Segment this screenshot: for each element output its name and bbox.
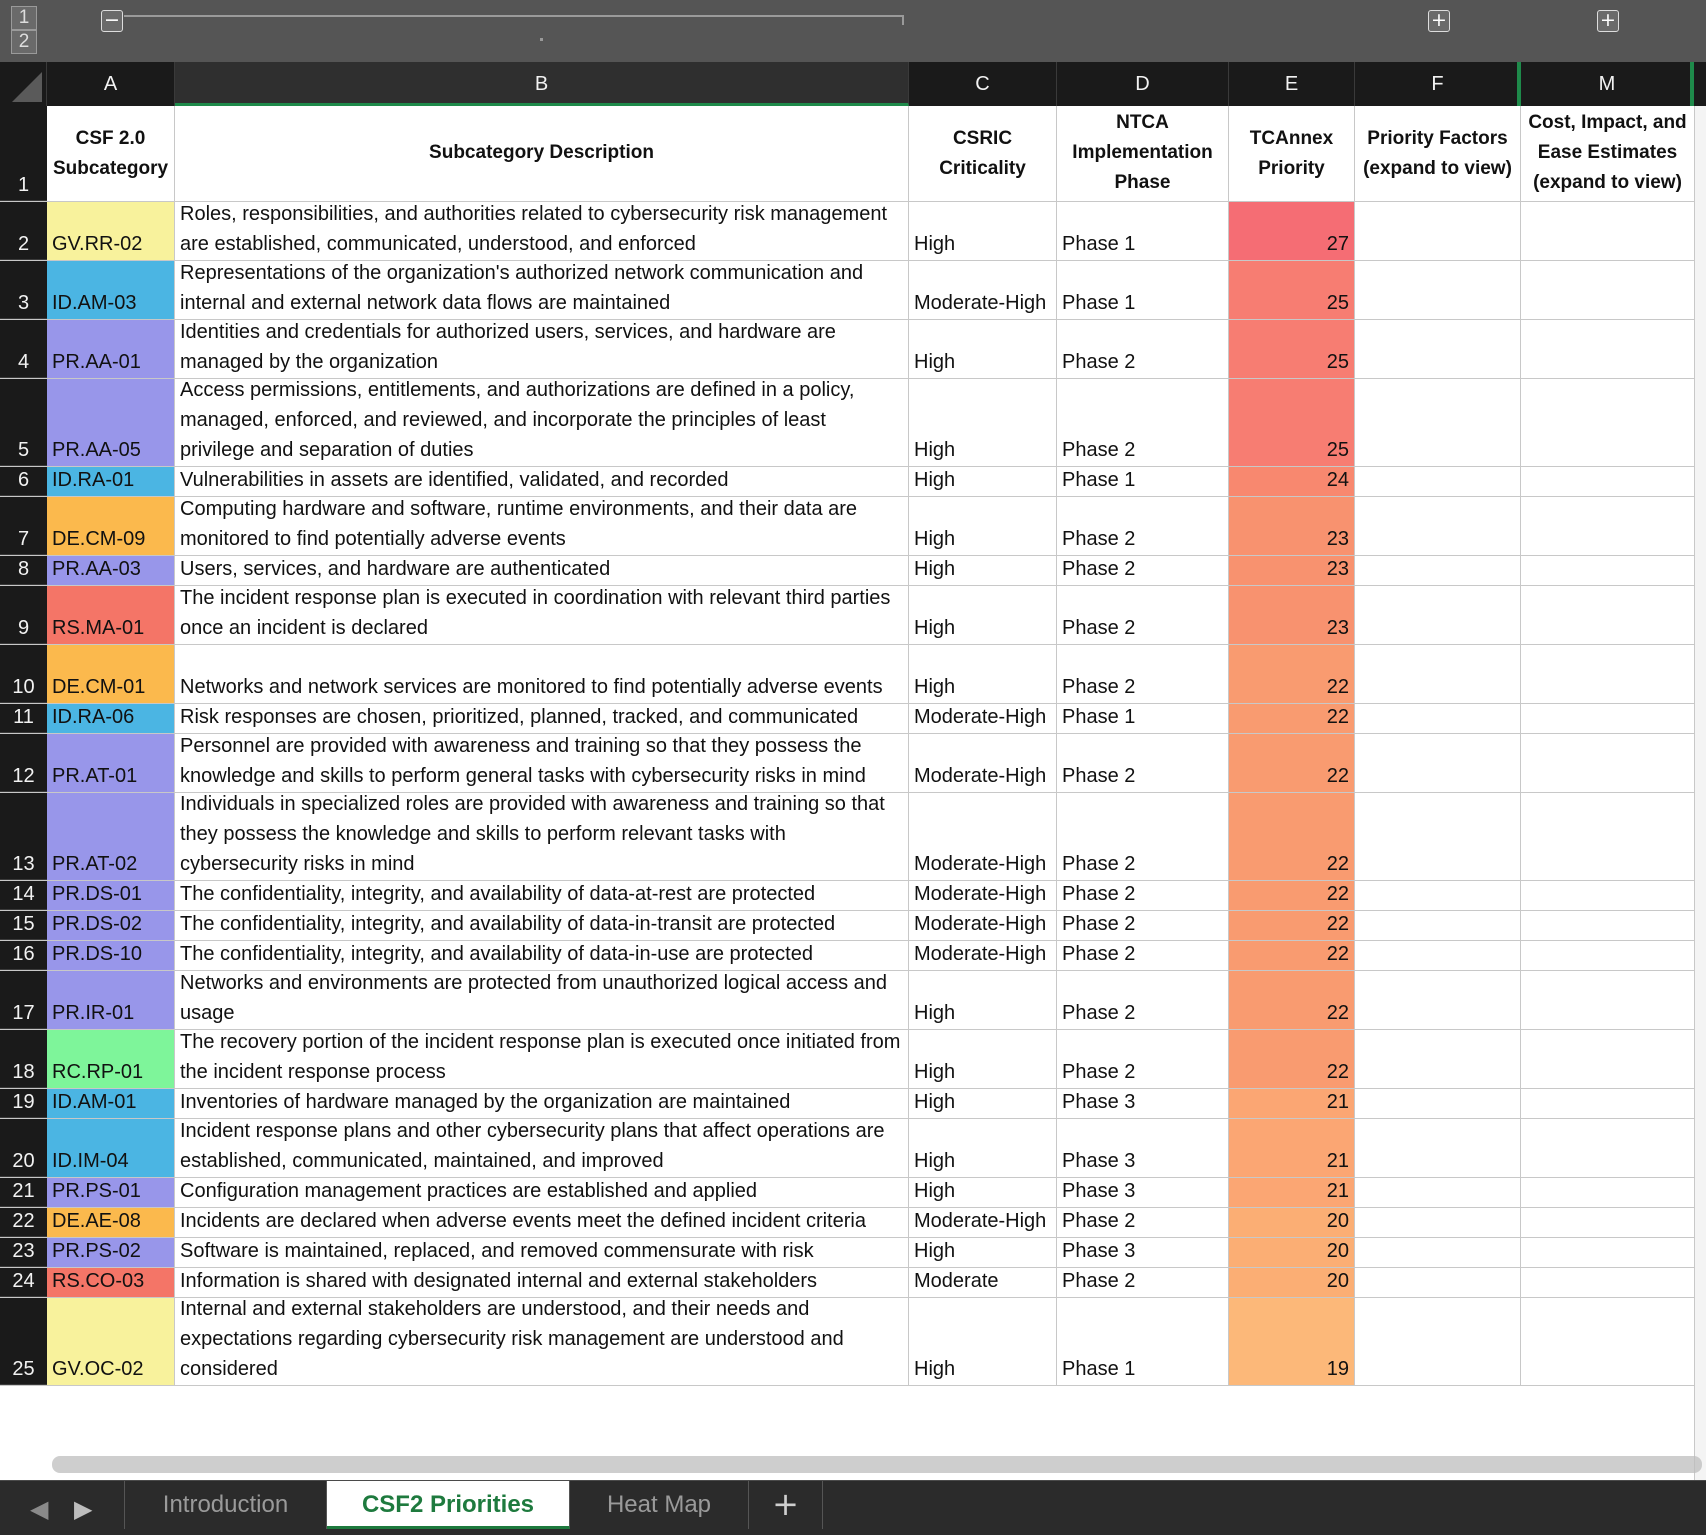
outline-level-2-button[interactable]: 2 <box>11 30 37 54</box>
phase-cell[interactable]: Phase 1 <box>1057 202 1229 260</box>
estimates-cell[interactable] <box>1521 1238 1694 1267</box>
table-row <box>0 1268 1706 1298</box>
table-row <box>0 645 1706 704</box>
header-description[interactable]: Subcategory Description <box>175 106 909 201</box>
priority-cell[interactable]: 20 <box>1229 1238 1355 1267</box>
previous-sheet-icon[interactable]: ◀ <box>30 1495 49 1523</box>
description-cell[interactable]: Users, services, and hardware are authenticated <box>175 556 909 585</box>
priority-cell[interactable]: 21 <box>1229 1178 1355 1207</box>
subcategory-cell[interactable]: GV.RR-02 <box>47 202 175 260</box>
column-header-bar <box>0 62 1706 106</box>
subcategory-cell[interactable]: PR.PS-01 <box>47 1178 175 1207</box>
phase-cell[interactable]: Phase 2 <box>1057 320 1229 378</box>
table-row <box>0 320 1706 379</box>
criticality-cell[interactable]: Moderate-High <box>909 911 1057 940</box>
priority-factors-cell[interactable] <box>1355 1268 1521 1297</box>
estimates-cell[interactable] <box>1521 881 1694 910</box>
table-row <box>0 1208 1706 1238</box>
table-row <box>0 1030 1706 1089</box>
row-number[interactable]: 1 <box>0 106 47 201</box>
phase-cell[interactable]: Phase 2 <box>1057 734 1229 792</box>
description-cell[interactable]: Vulnerabilities in assets are identified, validated, and recorded <box>175 467 909 496</box>
criticality-cell[interactable]: High <box>909 467 1057 496</box>
row-number[interactable]: 8 <box>0 556 47 585</box>
criticality-cell[interactable]: Moderate-High <box>909 793 1057 880</box>
priority-cell[interactable]: 23 <box>1229 497 1355 555</box>
criticality-cell[interactable]: High <box>909 320 1057 378</box>
column-header-b[interactable]: B <box>175 62 909 106</box>
criticality-cell[interactable]: Moderate-High <box>909 941 1057 970</box>
estimates-cell[interactable] <box>1521 379 1694 466</box>
row-number[interactable]: 9 <box>0 586 47 644</box>
criticality-cell[interactable]: High <box>909 586 1057 644</box>
priority-cell[interactable]: 22 <box>1229 971 1355 1029</box>
priority-factors-cell[interactable] <box>1355 793 1521 880</box>
priority-cell[interactable]: 25 <box>1229 379 1355 466</box>
row-number[interactable]: 14 <box>0 881 47 910</box>
description-cell[interactable]: The incident response plan is executed in coordination with relevant third parties once an incident is declared <box>175 586 909 644</box>
phase-cell[interactable]: Phase 2 <box>1057 971 1229 1029</box>
description-cell[interactable]: Access permissions, entitlements, and authorizations are defined in a policy, managed, enforced, and reviewed, and incorporate the principles of least privilege and separation of duties <box>175 379 909 466</box>
priority-cell[interactable]: 27 <box>1229 202 1355 260</box>
row-number[interactable]: 18 <box>0 1030 47 1088</box>
description-cell[interactable]: Individuals in specialized roles are provided with awareness and training so that they possess the knowledge and skills to perform relevant tasks with cybersecurity risks in mind <box>175 793 909 880</box>
subcategory-cell[interactable]: DE.CM-01 <box>47 645 175 703</box>
priority-cell[interactable]: 24 <box>1229 467 1355 496</box>
phase-cell[interactable]: Phase 1 <box>1057 467 1229 496</box>
table-row <box>0 971 1706 1030</box>
description-cell[interactable]: Information is shared with designated internal and external stakeholders <box>175 1268 909 1297</box>
priority-factors-cell[interactable] <box>1355 1178 1521 1207</box>
outline-group-line-end <box>902 15 904 25</box>
phase-cell[interactable]: Phase 2 <box>1057 941 1229 970</box>
criticality-cell[interactable]: High <box>909 1178 1057 1207</box>
criticality-cell[interactable]: Moderate-High <box>909 1208 1057 1237</box>
estimates-cell[interactable] <box>1521 1119 1694 1177</box>
hidden-columns-marker <box>1517 62 1521 106</box>
priority-factors-cell[interactable] <box>1355 202 1521 260</box>
priority-cell[interactable]: 20 <box>1229 1208 1355 1237</box>
phase-cell[interactable]: Phase 2 <box>1057 911 1229 940</box>
priority-cell[interactable]: 22 <box>1229 734 1355 792</box>
row-number[interactable]: 24 <box>0 1268 47 1297</box>
grid-right-edge <box>1694 106 1706 1480</box>
estimates-cell[interactable] <box>1521 1030 1694 1088</box>
subcategory-cell[interactable]: RS.CO-03 <box>47 1268 175 1297</box>
subcategory-cell[interactable]: GV.OC-02 <box>47 1298 175 1385</box>
table-row <box>0 586 1706 645</box>
estimates-cell[interactable] <box>1521 645 1694 703</box>
subcategory-cell[interactable]: PR.AA-03 <box>47 556 175 585</box>
row-number[interactable]: 11 <box>0 704 47 733</box>
outline-group-line <box>124 15 904 17</box>
subcategory-cell[interactable]: PR.PS-02 <box>47 1238 175 1267</box>
row-number[interactable]: 22 <box>0 1208 47 1237</box>
priority-cell[interactable]: 25 <box>1229 320 1355 378</box>
priority-cell[interactable]: 19 <box>1229 1298 1355 1385</box>
description-cell[interactable]: The confidentiality, integrity, and availability of data-at-rest are protected <box>175 881 909 910</box>
estimates-cell[interactable] <box>1521 1089 1694 1118</box>
description-cell[interactable]: Incidents are declared when adverse events meet the defined incident criteria <box>175 1208 909 1237</box>
subcategory-cell[interactable]: PR.AA-01 <box>47 320 175 378</box>
criticality-cell[interactable]: High <box>909 1298 1057 1385</box>
header-row <box>0 106 1706 202</box>
subcategory-cell[interactable]: ID.AM-01 <box>47 1089 175 1118</box>
description-cell[interactable]: Networks and environments are protected from unauthorized logical access and usage <box>175 971 909 1029</box>
description-cell[interactable]: Computing hardware and software, runtime environments, and their data are monitored to find potentially adverse events <box>175 497 909 555</box>
tab-csf2-priorities[interactable]: CSF2 Priorities <box>327 1481 570 1529</box>
table-row <box>0 1119 1706 1178</box>
phase-cell[interactable]: Phase 2 <box>1057 1268 1229 1297</box>
header-phase[interactable]: NTCA Implementation Phase <box>1057 106 1229 201</box>
priority-factors-cell[interactable] <box>1355 467 1521 496</box>
priority-cell[interactable]: 20 <box>1229 1268 1355 1297</box>
table-row <box>0 734 1706 793</box>
subcategory-cell[interactable]: PR.IR-01 <box>47 971 175 1029</box>
column-header-f[interactable]: F <box>1355 62 1521 106</box>
row-number[interactable]: 7 <box>0 497 47 555</box>
estimates-cell[interactable] <box>1521 202 1694 260</box>
subcategory-cell[interactable]: DE.CM-09 <box>47 497 175 555</box>
priority-factors-cell[interactable] <box>1355 971 1521 1029</box>
criticality-cell[interactable]: High <box>909 202 1057 260</box>
phase-cell[interactable]: Phase 3 <box>1057 1119 1229 1177</box>
subcategory-cell[interactable]: PR.DS-02 <box>47 911 175 940</box>
description-cell[interactable]: Networks and network services are monitored to find potentially adverse events <box>175 645 909 703</box>
priority-factors-cell[interactable] <box>1355 497 1521 555</box>
description-cell[interactable]: Inventories of hardware managed by the organization are maintained <box>175 1089 909 1118</box>
subcategory-cell[interactable]: ID.RA-01 <box>47 467 175 496</box>
priority-factors-cell[interactable] <box>1355 1089 1521 1118</box>
row-number[interactable]: 10 <box>0 645 47 703</box>
header-estimates[interactable]: Cost, Impact, and Ease Estimates (expand to view) <box>1528 112 1687 193</box>
estimates-cell[interactable] <box>1521 971 1694 1029</box>
add-sheet-button[interactable]: + <box>749 1481 823 1529</box>
estimates-cell[interactable] <box>1521 1178 1694 1207</box>
priority-factors-cell[interactable] <box>1355 556 1521 585</box>
description-cell[interactable]: The recovery portion of the incident response plan is executed once initiated from the incident response process <box>175 1030 909 1088</box>
row-number[interactable]: 12 <box>0 734 47 792</box>
table-row <box>0 704 1706 734</box>
phase-cell[interactable]: Phase 2 <box>1057 1030 1229 1088</box>
priority-factors-cell[interactable] <box>1355 586 1521 644</box>
subcategory-cell[interactable]: PR.AT-01 <box>47 734 175 792</box>
row-number[interactable]: 5 <box>0 379 47 466</box>
collapse-group-button[interactable]: − <box>101 10 123 32</box>
table-row <box>0 1298 1706 1386</box>
phase-cell[interactable]: Phase 2 <box>1057 881 1229 910</box>
criticality-cell[interactable]: High <box>909 497 1057 555</box>
description-cell[interactable]: Incident response plans and other cybersecurity plans that affect operations are established, communicated, maintained, and improved <box>175 1119 909 1177</box>
outline-level-1-button[interactable]: 1 <box>11 6 37 30</box>
header-subcategory[interactable]: CSF 2.0 Subcategory <box>47 106 175 201</box>
priority-factors-cell[interactable] <box>1355 734 1521 792</box>
priority-factors-cell[interactable] <box>1355 941 1521 970</box>
priority-cell[interactable]: 22 <box>1229 911 1355 940</box>
description-cell[interactable]: The confidentiality, integrity, and availability of data-in-use are protected <box>175 941 909 970</box>
description-cell[interactable]: Roles, responsibilities, and authorities related to cybersecurity risk management are established, communicated, understood, and enforced <box>175 202 909 260</box>
priority-cell[interactable]: 23 <box>1229 556 1355 585</box>
phase-cell[interactable]: Phase 1 <box>1057 1298 1229 1385</box>
column-header-d[interactable]: D <box>1057 62 1229 106</box>
phase-cell[interactable]: Phase 2 <box>1057 793 1229 880</box>
hidden-columns-marker-right <box>1690 62 1694 106</box>
phase-cell[interactable]: Phase 2 <box>1057 556 1229 585</box>
table-row <box>0 941 1706 971</box>
phase-cell[interactable]: Phase 1 <box>1057 261 1229 319</box>
criticality-cell[interactable]: Moderate-High <box>909 881 1057 910</box>
header-priority[interactable]: TCAnnex Priority <box>1229 106 1355 201</box>
description-cell[interactable]: Internal and external stakeholders are understood, and their needs and expectations regarding cybersecurity risk management are understood and considered <box>175 1298 909 1385</box>
priority-factors-cell[interactable] <box>1355 261 1521 319</box>
estimates-cell[interactable] <box>1521 586 1694 644</box>
priority-factors-cell[interactable] <box>1355 1030 1521 1088</box>
subcategory-cell[interactable]: PR.DS-01 <box>47 881 175 910</box>
row-number[interactable]: 15 <box>0 911 47 940</box>
outline-bar <box>0 0 1706 62</box>
row-number[interactable]: 16 <box>0 941 47 970</box>
priority-cell[interactable]: 21 <box>1229 1089 1355 1118</box>
phase-cell[interactable]: Phase 2 <box>1057 497 1229 555</box>
subcategory-cell[interactable]: ID.IM-04 <box>47 1119 175 1177</box>
expand-group-m-button[interactable]: + <box>1597 10 1619 32</box>
subcategory-cell[interactable]: RS.MA-01 <box>47 586 175 644</box>
estimates-cell[interactable] <box>1521 941 1694 970</box>
description-cell[interactable]: The confidentiality, integrity, and availability of data-in-transit are protected <box>175 911 909 940</box>
table-row <box>0 911 1706 941</box>
table-row <box>0 1178 1706 1208</box>
outline-dot <box>540 38 543 41</box>
description-cell[interactable]: Risk responses are chosen, prioritized, planned, tracked, and communicated <box>175 704 909 733</box>
description-cell[interactable]: Configuration management practices are established and applied <box>175 1178 909 1207</box>
sheet-tab-bar <box>0 1480 1706 1535</box>
table-row <box>0 556 1706 586</box>
criticality-cell[interactable]: High <box>909 1238 1057 1267</box>
phase-cell[interactable]: Phase 1 <box>1057 704 1229 733</box>
priority-factors-cell[interactable] <box>1355 881 1521 910</box>
description-cell[interactable]: Representations of the organization's authorized network communication and internal and external network data flows are maintained <box>175 261 909 319</box>
table-row <box>0 881 1706 911</box>
priority-factors-cell[interactable] <box>1355 911 1521 940</box>
phase-cell[interactable]: Phase 2 <box>1057 586 1229 644</box>
subcategory-cell[interactable]: RC.RP-01 <box>47 1030 175 1088</box>
criticality-cell[interactable]: Moderate <box>909 1268 1057 1297</box>
subcategory-cell[interactable]: PR.AA-05 <box>47 379 175 466</box>
priority-factors-cell[interactable] <box>1355 1238 1521 1267</box>
table-row <box>0 261 1706 320</box>
estimates-cell[interactable] <box>1521 704 1694 733</box>
priority-factors-cell[interactable] <box>1355 704 1521 733</box>
subcategory-cell[interactable]: ID.RA-06 <box>47 704 175 733</box>
row-number[interactable]: 13 <box>0 793 47 880</box>
table-row <box>0 1238 1706 1268</box>
criticality-cell[interactable]: Moderate-High <box>909 261 1057 319</box>
subcategory-cell[interactable]: DE.AE-08 <box>47 1208 175 1237</box>
row-number[interactable]: 3 <box>0 261 47 319</box>
table-row <box>0 497 1706 556</box>
row-number[interactable]: 21 <box>0 1178 47 1207</box>
description-cell[interactable]: Identities and credentials for authorized users, services, and hardware are managed by the organization <box>175 320 909 378</box>
subcategory-cell[interactable]: PR.AT-02 <box>47 793 175 880</box>
priority-factors-cell[interactable] <box>1355 1119 1521 1177</box>
table-row <box>0 379 1706 467</box>
row-number[interactable]: 25 <box>0 1298 47 1385</box>
criticality-cell[interactable]: High <box>909 379 1057 466</box>
column-header-m[interactable]: M <box>1521 62 1694 106</box>
criticality-cell[interactable]: Moderate-High <box>909 734 1057 792</box>
estimates-cell[interactable] <box>1521 1268 1694 1297</box>
row-number[interactable]: 20 <box>0 1119 47 1177</box>
horizontal-scrollbar[interactable] <box>52 1456 1702 1473</box>
priority-cell[interactable]: 22 <box>1229 941 1355 970</box>
phase-cell[interactable]: Phase 2 <box>1057 379 1229 466</box>
criticality-cell[interactable]: High <box>909 1119 1057 1177</box>
row-number[interactable]: 2 <box>0 202 47 260</box>
criticality-cell[interactable]: High <box>909 1030 1057 1088</box>
description-cell[interactable]: Personnel are provided with awareness and training so that they possess the knowledge and skills to perform general tasks with cybersecurity risks in mind <box>175 734 909 792</box>
table-row <box>0 1089 1706 1119</box>
row-number[interactable]: 19 <box>0 1089 47 1118</box>
priority-cell[interactable]: 22 <box>1229 704 1355 733</box>
description-cell[interactable]: Software is maintained, replaced, and removed commensurate with risk <box>175 1238 909 1267</box>
next-sheet-icon[interactable]: ▶ <box>74 1495 93 1523</box>
column-header-c[interactable]: C <box>909 62 1057 106</box>
priority-cell[interactable]: 22 <box>1229 793 1355 880</box>
criticality-cell[interactable]: High <box>909 556 1057 585</box>
phase-cell[interactable]: Phase 2 <box>1057 1208 1229 1237</box>
table-row <box>0 202 1706 261</box>
expand-group-f-button[interactable]: + <box>1428 10 1450 32</box>
estimates-cell[interactable] <box>1521 261 1694 319</box>
column-header-e[interactable]: E <box>1229 62 1355 106</box>
priority-cell[interactable]: 23 <box>1229 586 1355 644</box>
estimates-cell[interactable] <box>1521 320 1694 378</box>
phase-cell[interactable]: Phase 3 <box>1057 1089 1229 1118</box>
priority-cell[interactable]: 22 <box>1229 1030 1355 1088</box>
row-number[interactable]: 17 <box>0 971 47 1029</box>
estimates-cell[interactable] <box>1521 556 1694 585</box>
row-number[interactable]: 4 <box>0 320 47 378</box>
estimates-cell[interactable] <box>1521 911 1694 940</box>
estimates-cell[interactable] <box>1521 467 1694 496</box>
priority-cell[interactable]: 22 <box>1229 645 1355 703</box>
criticality-cell[interactable]: Moderate-High <box>909 704 1057 733</box>
select-all-triangle-icon <box>12 72 42 102</box>
table-row <box>0 467 1706 497</box>
priority-cell[interactable]: 21 <box>1229 1119 1355 1177</box>
estimates-cell[interactable] <box>1521 497 1694 555</box>
criticality-cell[interactable]: High <box>909 1089 1057 1118</box>
row-number[interactable]: 23 <box>0 1238 47 1267</box>
priority-cell[interactable]: 25 <box>1229 261 1355 319</box>
priority-factors-cell[interactable] <box>1355 1208 1521 1237</box>
header-priority-factors[interactable]: Priority Factors (expand to view) <box>1355 106 1521 201</box>
phase-cell[interactable]: Phase 2 <box>1057 645 1229 703</box>
table-row <box>0 793 1706 881</box>
estimates-cell[interactable] <box>1521 734 1694 792</box>
phase-cell[interactable]: Phase 3 <box>1057 1178 1229 1207</box>
priority-factors-cell[interactable] <box>1355 1298 1521 1385</box>
column-header-a[interactable]: A <box>47 62 175 106</box>
priority-factors-cell[interactable] <box>1355 320 1521 378</box>
phase-cell[interactable]: Phase 3 <box>1057 1238 1229 1267</box>
row-number[interactable]: 6 <box>0 467 47 496</box>
priority-factors-cell[interactable] <box>1355 379 1521 466</box>
subcategory-cell[interactable]: ID.AM-03 <box>47 261 175 319</box>
estimates-cell[interactable] <box>1521 1298 1694 1385</box>
tab-heat-map[interactable]: Heat Map <box>570 1481 749 1529</box>
estimates-cell[interactable] <box>1521 793 1694 880</box>
priority-cell[interactable]: 22 <box>1229 881 1355 910</box>
header-criticality[interactable]: CSRIC Criticality <box>909 106 1057 201</box>
tab-introduction[interactable]: Introduction <box>124 1481 327 1529</box>
criticality-cell[interactable]: High <box>909 971 1057 1029</box>
priority-factors-cell[interactable] <box>1355 645 1521 703</box>
subcategory-cell[interactable]: PR.DS-10 <box>47 941 175 970</box>
estimates-cell[interactable] <box>1521 1208 1694 1237</box>
select-all-corner[interactable] <box>0 62 47 106</box>
criticality-cell[interactable]: High <box>909 645 1057 703</box>
